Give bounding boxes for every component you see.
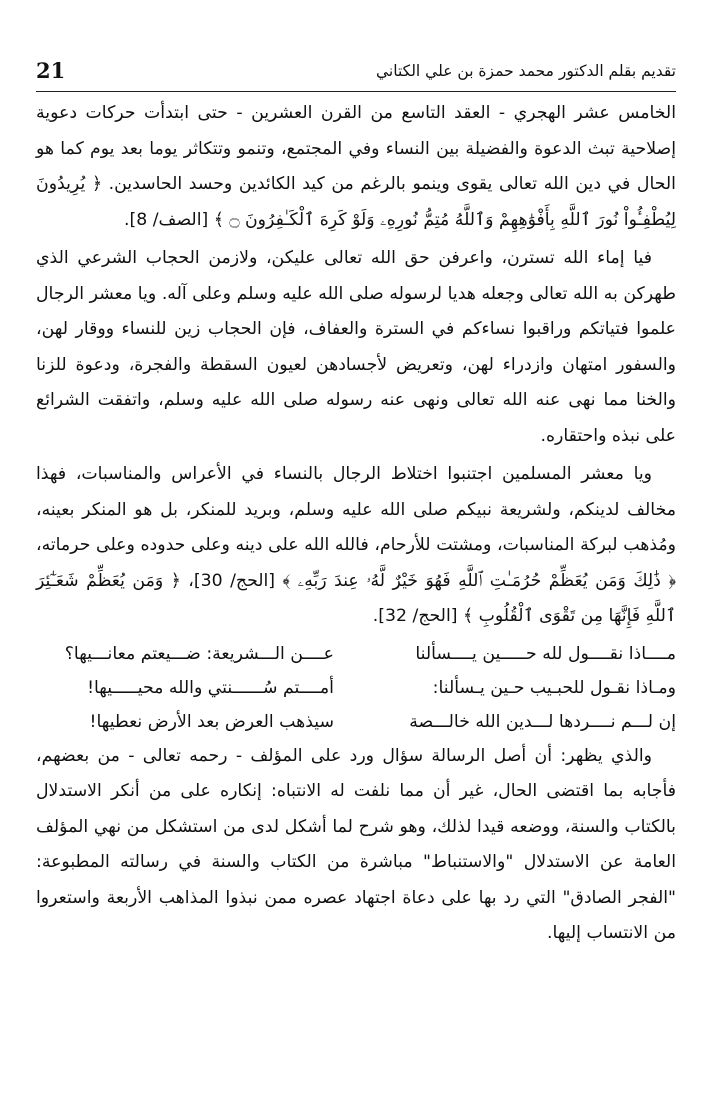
poem-first-hemistich: إن لـــم نــــردها لـــدين الله خالـــصة bbox=[409, 711, 676, 732]
paragraph-2-text: فيا إماء الله تسترن، واعرفن حق الله تعالى عليكن، ولازمن الحجاب الشرعي الذي طهركن به الله تعالى وجعله هديا لرسوله صلى الله عليه وسلم وعلى آله. ويا معشر الرجال علموا فتياتكم وراقبوا نساءكم في السترة والعفاف، فإن الحجاب زين للنساء ووقار لهن، والسفور امتهان وازدراء لهن، وتعريض لأجسادهن لعيون السقطة والفجرة، ودعوة للزنا والخنا مما نهى عنه الله تعالى ونهى عنه رسوله صلى الله عليه وسلم، واتفقت الشرائع على نبذه واحتقاره. bbox=[36, 248, 676, 446]
poem-second-hemistich: عــــن الـــشريعة: ضـــيعتم معانـــيها؟ bbox=[64, 643, 334, 664]
page-number: 21 bbox=[36, 58, 66, 83]
running-head: تقديم بقلم الدكتور محمد حمزة بن علي الكتاني bbox=[376, 62, 676, 80]
citation-saff: [الصف/ 8]. bbox=[123, 209, 209, 230]
poem-first-hemistich: ومـاذا نقـول للحبـيب حـين يـسألنا: bbox=[432, 677, 676, 698]
paragraph-3-text: ويا معشر المسلمين اجتنبوا اختلاط الرجال بالنساء في الأعراس والمناسبات، فهذا مخالف لدينكم، ولشريعة نبيكم صلى الله عليه وسلم، وبريد للمنكر، بل هو المنكر بعينه، ومُذهب لبركة المناسبات، ومشتت للأرحام، فالله الله على دينه وعلى حدوده وعلى حرماته، bbox=[36, 464, 676, 555]
quran-quote-hajj-32: ﴿ وَمَن يُعَظِّمْ شَعَـٰٓئِرَ ٱللَّهِ فَإِنَّهَا مِن تَقْوَى ٱلْقُلُوبِ ﴾ bbox=[36, 570, 676, 626]
quran-quote-hajj-30: ﴿ ذَٰلِكَ وَمَن يُعَظِّمْ حُرُمَـٰتِ ٱللَّهِ فَهُوَ خَيْرٌ لَّهُۥ عِندَ رَبِّهِۦ ﴾ bbox=[282, 570, 676, 591]
poem-line bbox=[36, 671, 676, 705]
quran-quote-saff: ﴿ يُرِيدُونَ لِيُطْفِـُٔواْ نُورَ ٱللَّهِ بِأَفْوَٰهِهِمْ وَٱللَّهُ مُتِمُّ نُورِهِۦ وَلَوْ كَرِهَ ٱلْكَـٰفِرُونَ ۝ ﴾ bbox=[36, 174, 676, 230]
paragraph-4-text: والذي يظهر: أن أصل الرسالة سؤال ورد على المؤلف - رحمه تعالى - من بعضهم، فأجابه بما اقتضى الحال، غير أن مما نلفت له الانتباه: إنكاره على من أنكر الاستدلال بالكتاب والسنة، ووضعه قيدا لذلك، وهو شرح لما أشكل لدى من استشكل من نهي المؤلف العامة عن الاستدلال "والاستنباط" مباشرة من الكتاب والسنة في رسالته المطبوعة: "الفجر الصادق" التي رد بها على دعاة اجتهاد عصره ممن نبذوا المذاهب الأربعة واستعروا من الانتساب إليها. bbox=[36, 745, 676, 943]
page-body bbox=[36, 96, 676, 952]
paragraph-4 bbox=[36, 739, 676, 952]
citation-hajj-32: [الحج/ 32]. bbox=[372, 606, 458, 626]
paragraph-1 bbox=[36, 96, 676, 238]
paragraph-1-text: الخامس عشر الهجري - العقد التاسع من القرن العشرين - حتى ابتدأت حركات دعوية إصلاحية تبث الدعوة والفضيلة بين النساء وفي المجتمع، وتنمو وتتكاثر يوما بعد يوم كما هو الحال في دين الله تعالى يقوى وينمو بالرغم من كيد الكائدين وحسد الحاسدين. bbox=[36, 103, 676, 194]
poem-second-hemistich: أمــــتم سُــــــنتي والله محيـــــيها! bbox=[87, 677, 334, 698]
paragraph-2 bbox=[36, 241, 676, 454]
poem-second-hemistich: سيذهب العرض بعد الأرض نعطيها! bbox=[89, 711, 334, 732]
poem-line bbox=[36, 637, 676, 671]
poem-line bbox=[36, 705, 676, 739]
header-rule bbox=[36, 91, 676, 92]
paragraph-3 bbox=[36, 457, 676, 635]
citation-hajj-30: [الحج/ 30]، bbox=[188, 570, 276, 591]
page-header bbox=[36, 52, 676, 92]
poem-first-hemistich: مــــاذا نقــــول لله حـــــين يــــسألنا bbox=[415, 643, 676, 664]
poem bbox=[36, 637, 676, 739]
